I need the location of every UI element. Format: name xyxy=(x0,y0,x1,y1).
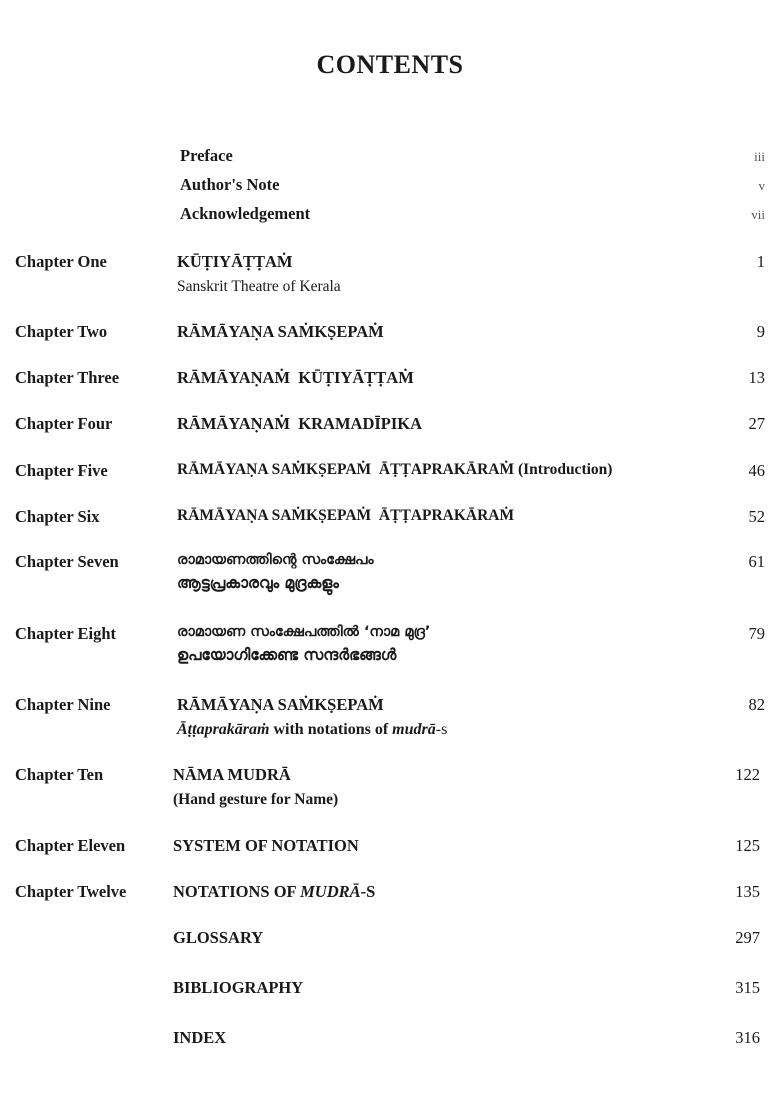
page-number: 9 xyxy=(756,322,765,341)
chapter-label: Chapter Five xyxy=(15,461,108,480)
page-number: 315 xyxy=(735,978,760,997)
page-number: iii xyxy=(754,149,765,164)
chapter-label: Chapter Ten xyxy=(15,765,104,784)
chapter-label: Chapter One xyxy=(15,252,107,271)
entry-subtitle: Āṭṭaprakāraṁ with notations of mudrā-s xyxy=(177,721,448,738)
page-number: 79 xyxy=(748,624,765,643)
toc-entry-chapter-3[interactable] xyxy=(0,368,780,398)
entry-title: BIBLIOGRAPHY xyxy=(173,978,304,997)
entry-title: RĀMĀYAṆAṀ KŪṬIYĀṬṬAṀ xyxy=(177,368,414,387)
page-title: CONTENTS xyxy=(316,50,464,79)
entry-title: RĀMĀYAṆA SAṀKṢEPAṀ xyxy=(177,322,384,341)
entry-title: KŪṬIYĀṬṬAṀ Sanskrit Theatre of Kerala xyxy=(177,252,341,295)
entry-title: Acknowledgement xyxy=(180,204,311,223)
toc-entry-index[interactable] xyxy=(0,1028,780,1058)
toc-entry-chapter-6[interactable] xyxy=(0,507,780,537)
entry-title: രാമായണ സംക്ഷേപത്തിൽ ‘നാമ മുദ്ര’ ഉപയോഗിക്കേണ്ട സന്ദർഭങ്ങൾ xyxy=(177,624,431,664)
entry-subtitle: (Hand gesture for Name) xyxy=(173,791,339,808)
page-number: 122 xyxy=(735,765,760,784)
toc-entry-chapter-1[interactable] xyxy=(0,252,780,295)
page-number: 46 xyxy=(748,461,765,480)
toc-entry-chapter-12[interactable] xyxy=(0,882,780,912)
page-number: 82 xyxy=(748,695,765,714)
chapter-label: Chapter Eight xyxy=(15,624,116,643)
entry-title: RĀMĀYAṆA SAṀKṢEPAṀ Āṭṭaprakāraṁ with notations of mudrā-s xyxy=(177,695,448,738)
chapter-label: Chapter Six xyxy=(15,507,100,526)
entry-title: RĀMĀYAṆA SAṀKṢEPAṀ ĀṬṬAPRAKĀRAṀ (Introduction) xyxy=(177,461,613,478)
entry-title: Preface xyxy=(180,146,233,165)
page-number: 61 xyxy=(748,552,765,571)
toc-entry-chapter-8[interactable] xyxy=(0,624,780,664)
toc-entry-bibliography[interactable] xyxy=(0,978,780,1008)
chapter-label: Chapter Nine xyxy=(15,695,111,714)
entry-subtitle: ഉപയോഗിക്കേണ്ട സന്ദർഭങ്ങൾ xyxy=(177,646,397,664)
entry-title: NĀMA MUDRĀ (Hand gesture for Name) xyxy=(173,765,339,808)
page-number: vii xyxy=(751,207,765,222)
page-number: 125 xyxy=(735,836,760,855)
chapter-label: Chapter Two xyxy=(15,322,108,341)
entry-title: GLOSSARY xyxy=(173,928,264,947)
entry-title: SYSTEM OF NOTATION xyxy=(173,836,359,855)
toc-entry-acknowledgement[interactable] xyxy=(0,204,780,234)
chapter-label: Chapter Seven xyxy=(15,552,119,571)
page-number: 1 xyxy=(756,252,765,271)
page-number: 52 xyxy=(748,507,765,526)
toc-entry-chapter-2[interactable] xyxy=(0,322,780,352)
chapter-label: Chapter Three xyxy=(15,368,120,387)
toc-entry-preface[interactable] xyxy=(0,146,780,176)
toc-entry-chapter-11[interactable] xyxy=(0,836,780,866)
toc-entry-chapter-10[interactable] xyxy=(0,765,780,808)
entry-title: RĀMĀYAṆAṀ KRAMADĪPIKA xyxy=(177,414,423,433)
toc-entry-authors-note[interactable] xyxy=(0,175,780,205)
entry-title: NOTATIONS OF MUDRĀ-S xyxy=(173,882,376,901)
entry-title: RĀMĀYAṆA SAṀKṢEPAṀ ĀṬṬAPRAKĀRAṀ xyxy=(177,507,515,524)
chapter-label: Chapter Twelve xyxy=(15,882,127,901)
toc-entry-glossary[interactable] xyxy=(0,928,780,958)
chapter-label: Chapter Four xyxy=(15,414,113,433)
entry-subtitle: ആട്ടപ്രകാരവും മുദ്രകളും xyxy=(177,574,339,592)
page-number: 27 xyxy=(748,414,765,433)
chapter-label: Chapter Eleven xyxy=(15,836,126,855)
page-number: v xyxy=(758,178,765,193)
entry-title: Author's Note xyxy=(180,175,280,194)
entry-subtitle: Sanskrit Theatre of Kerala xyxy=(177,278,341,295)
page-number: 135 xyxy=(735,882,760,901)
toc-entry-chapter-5[interactable] xyxy=(0,461,780,491)
entry-title: രാമായണത്തിന്റെ സംക്ഷേപം ആട്ടപ്രകാരവും മുദ്രകളും xyxy=(177,552,374,592)
entry-title: INDEX xyxy=(173,1028,227,1047)
page-number: 13 xyxy=(748,368,765,387)
toc-entry-chapter-4[interactable] xyxy=(0,414,780,444)
page-number: 297 xyxy=(735,928,760,947)
toc-entry-chapter-7[interactable] xyxy=(0,552,780,592)
toc-entry-chapter-9[interactable] xyxy=(0,695,780,738)
page-number: 316 xyxy=(735,1028,760,1047)
